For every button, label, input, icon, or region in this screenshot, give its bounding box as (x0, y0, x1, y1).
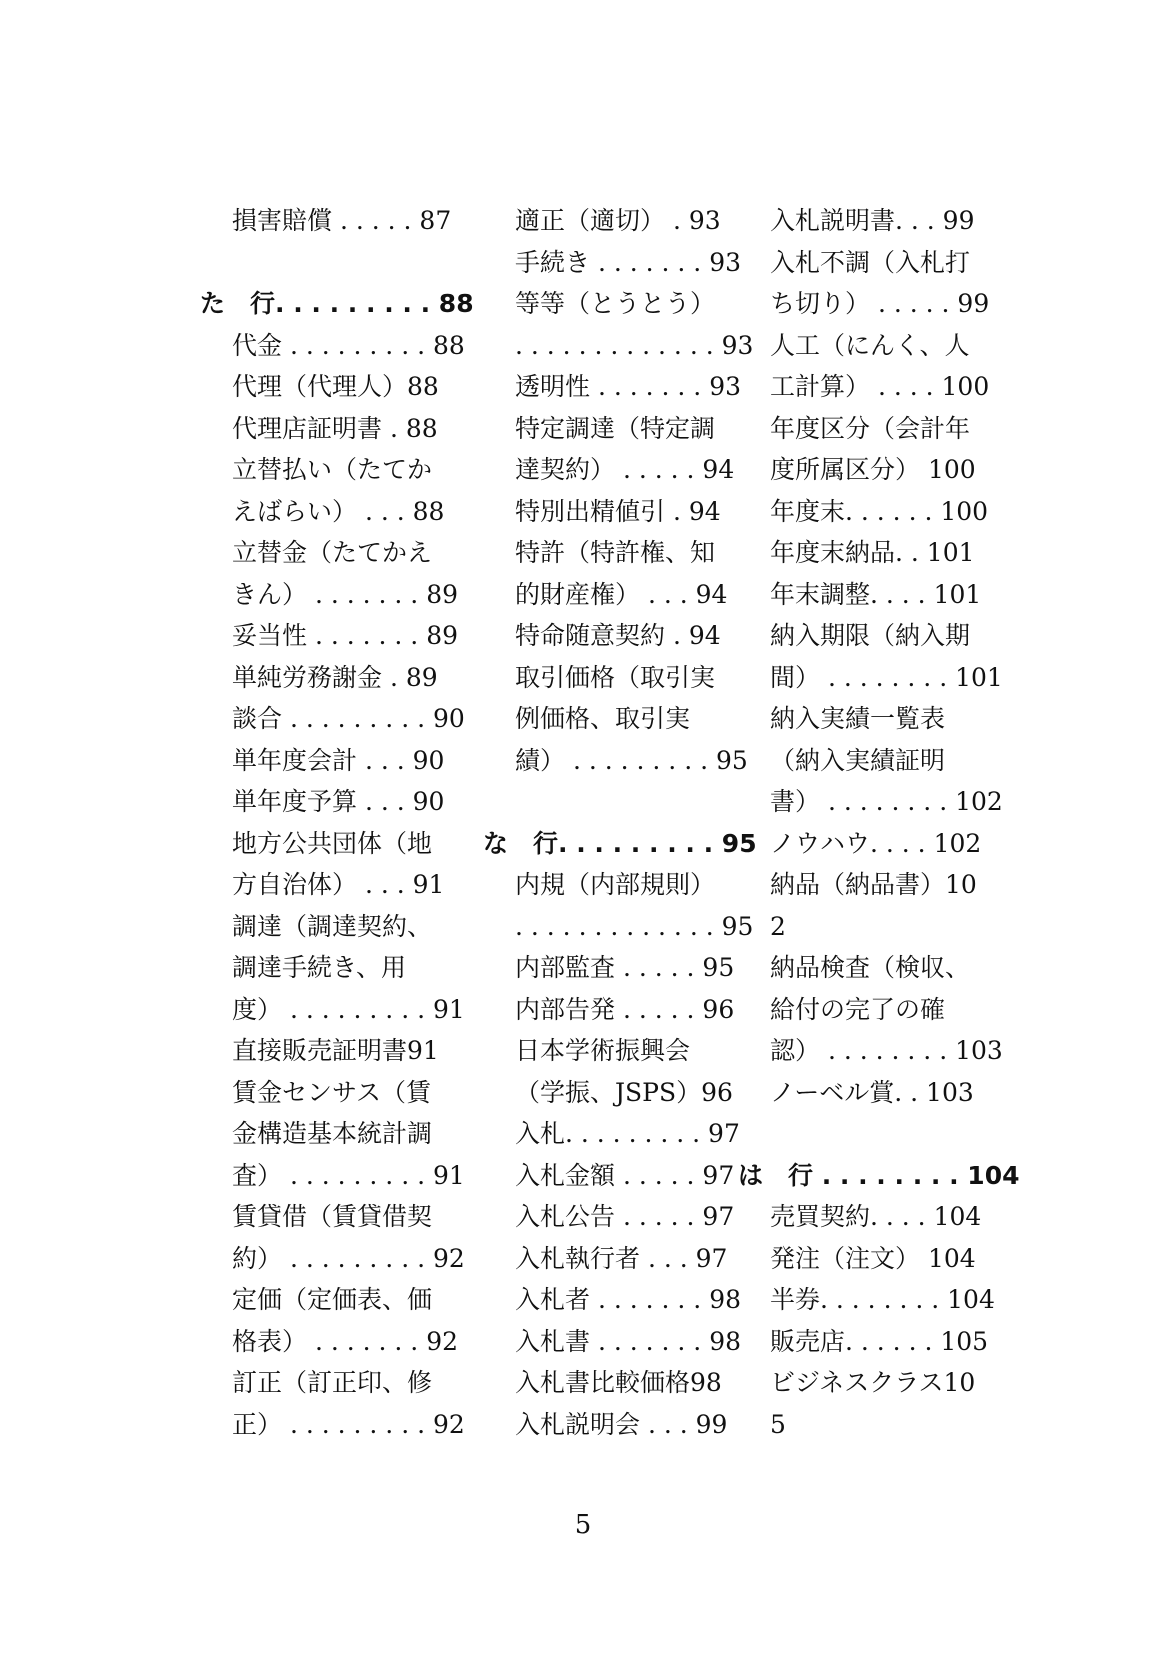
index-entry: 5 (770, 1409, 786, 1439)
index-entry: 訂正（訂正印、修 (232, 1368, 433, 1397)
index-entry: 工計算） . . . . 100 (770, 372, 990, 401)
index-entry: 納品検査（検収、 (770, 953, 971, 982)
index-entry: 損害賠償 . . . . . 87 (232, 206, 452, 235)
index-entry: 直接販売証明書91 (232, 1036, 439, 1065)
index-entry: 発注（注文） 104 (770, 1243, 976, 1273)
index-entry: 入札不調（入札打 (770, 247, 971, 277)
index-entry: . . . . . . . . . . . . . 95 (515, 911, 754, 941)
index-column-1 (200, 200, 474, 1445)
index-entry: 立替払い（たてか (232, 455, 433, 484)
index-entry: 単純労務謝金 . 89 (232, 662, 438, 692)
index-entry: ち切り） . . . . . 99 (770, 289, 990, 318)
index-entry: 書） . . . . . . . . 102 (770, 787, 1003, 816)
index-entry: 度） . . . . . . . . . 91 (232, 994, 465, 1024)
index-entry: 入札公告 . . . . . 97 (515, 1202, 735, 1231)
index-entry: ノウハウ. . . . 102 (770, 828, 982, 858)
index-entry: 単年度予算 . . . 90 (232, 787, 445, 816)
index-entry: 代理店証明書 . 88 (232, 413, 438, 443)
index-entry: 地方公共団体（地 (232, 828, 433, 858)
index-entry: 代金 . . . . . . . . . 88 (232, 330, 465, 360)
index-entry: 年末調整. . . . 101 (770, 579, 982, 609)
index-entry: ビジネスクラス10 (770, 1368, 976, 1397)
section-header: は 行 . . . . . . . . 104 (738, 1160, 1020, 1190)
index-entry: 単年度会計 . . . 90 (232, 745, 445, 775)
index-entry: 入札. . . . . . . . . 97 (515, 1119, 740, 1148)
index-entry: 入札書 . . . . . . . 98 (515, 1326, 742, 1356)
index-entry: 内部告発 . . . . . 96 (515, 994, 735, 1024)
index-entry: 金構造基本統計調 (232, 1119, 433, 1148)
index-entry: 入札書比較価格98 (515, 1368, 722, 1397)
index-entry: 内規（内部規則） (515, 870, 716, 899)
index-entry: 達契約） . . . . . 94 (515, 455, 735, 484)
section-header: な 行. . . . . . . . . 95 (483, 828, 757, 858)
index-entry: 入札執行者 . . . 97 (515, 1243, 728, 1273)
index-entry: 特定調達（特定調 (515, 413, 716, 443)
page-number: 5 (574, 1510, 592, 1540)
index-entry: （納入実績証明 (770, 745, 946, 775)
index-entry: 的財産権） . . . 94 (515, 579, 728, 609)
blank-line (483, 781, 733, 823)
index-entry: 賃金センサス（賃 (232, 1077, 432, 1107)
section-header: た 行. . . . . . . . . 88 (200, 289, 474, 318)
index-entry: 日本学術振興会 (515, 1036, 691, 1065)
index-entry: 売買契約. . . . 104 (770, 1202, 982, 1231)
index-entry: 入札説明書. . . 99 (770, 206, 975, 235)
index-entry: 2 (770, 911, 786, 941)
index-entry: 年度末納品. . 101 (770, 538, 975, 567)
index-entry: 調達手続き、用 (232, 953, 407, 982)
index-entry: 適正（適切） . 93 (515, 206, 721, 235)
index-entry: えばらい） . . . 88 (232, 496, 445, 526)
index-entry: 間） . . . . . . . . 101 (770, 662, 1003, 692)
index-entry: 特命随意契約 . 94 (515, 621, 721, 650)
index-entry: ノーベル賞. . 103 (770, 1077, 974, 1107)
index-entry: 格表） . . . . . . . 92 (232, 1326, 459, 1356)
index-entry: 妥当性 . . . . . . . 89 (232, 621, 459, 650)
index-entry: 手続き . . . . . . . 93 (515, 247, 742, 277)
index-entry: 正） . . . . . . . . . 92 (232, 1409, 465, 1439)
index-column-2 (483, 200, 757, 1445)
index-entry: （学振、JSPS）96 (515, 1077, 733, 1107)
blank-line (738, 1113, 988, 1155)
index-entry: 査） . . . . . . . . . 91 (232, 1160, 465, 1190)
index-entry: 例価格、取引実 (515, 704, 691, 733)
blank-line (200, 242, 450, 284)
index-entry: 内部監査 . . . . . 95 (515, 953, 735, 982)
index-entry: 特許（特許権、知 (515, 538, 716, 567)
index-entry: 立替金（たてかえ (232, 538, 433, 567)
index-entry: 度所属区分） 100 (770, 455, 976, 484)
index-entry: 透明性 . . . . . . . 93 (515, 372, 742, 401)
index-entry: 入札者 . . . . . . . 98 (515, 1285, 742, 1314)
index-entry: 人工（にんく、人 (770, 330, 970, 360)
index-entry: 等等（とうとう） (515, 289, 716, 318)
index-entry: 年度末. . . . . . 100 (770, 496, 989, 526)
index-entry: 代理（代理人）88 (232, 372, 439, 401)
index-entry: 賃貸借（賃貸借契 (232, 1202, 433, 1231)
index-entry: 績） . . . . . . . . . 95 (515, 745, 748, 775)
index-entry: 半券. . . . . . . . 104 (770, 1285, 995, 1314)
index-entry: 認） . . . . . . . . 103 (770, 1036, 1003, 1065)
index-entry: 納入実績一覧表 (770, 704, 946, 733)
index-entry: 取引価格（取引実 (515, 662, 716, 692)
index-entry: 定価（定価表、価 (232, 1285, 433, 1314)
index-entry: 特別出精値引 . 94 (515, 496, 721, 526)
index-entry: 談合 . . . . . . . . . 90 (232, 704, 465, 733)
index-entry: . . . . . . . . . . . . . 93 (515, 330, 754, 360)
index-entry: 入札説明会 . . . 99 (515, 1409, 728, 1439)
index-entry: 納品（納品書）10 (770, 870, 977, 899)
index-entry: 入札金額 . . . . . 97 (515, 1160, 735, 1190)
index-entry: 年度区分（会計年 (770, 413, 971, 443)
index-entry: 約） . . . . . . . . . 92 (232, 1243, 465, 1273)
index-entry: 販売店. . . . . . 105 (770, 1326, 989, 1356)
index-entry: きん） . . . . . . . 89 (232, 579, 459, 609)
index-entry: 給付の完了の確 (770, 994, 946, 1024)
index-entry: 方自治体） . . . 91 (232, 870, 445, 899)
index-entry: 納入期限（納入期 (770, 621, 971, 650)
index-column-3 (738, 200, 1020, 1445)
index-entry: 調達（調達契約、 (232, 911, 433, 941)
